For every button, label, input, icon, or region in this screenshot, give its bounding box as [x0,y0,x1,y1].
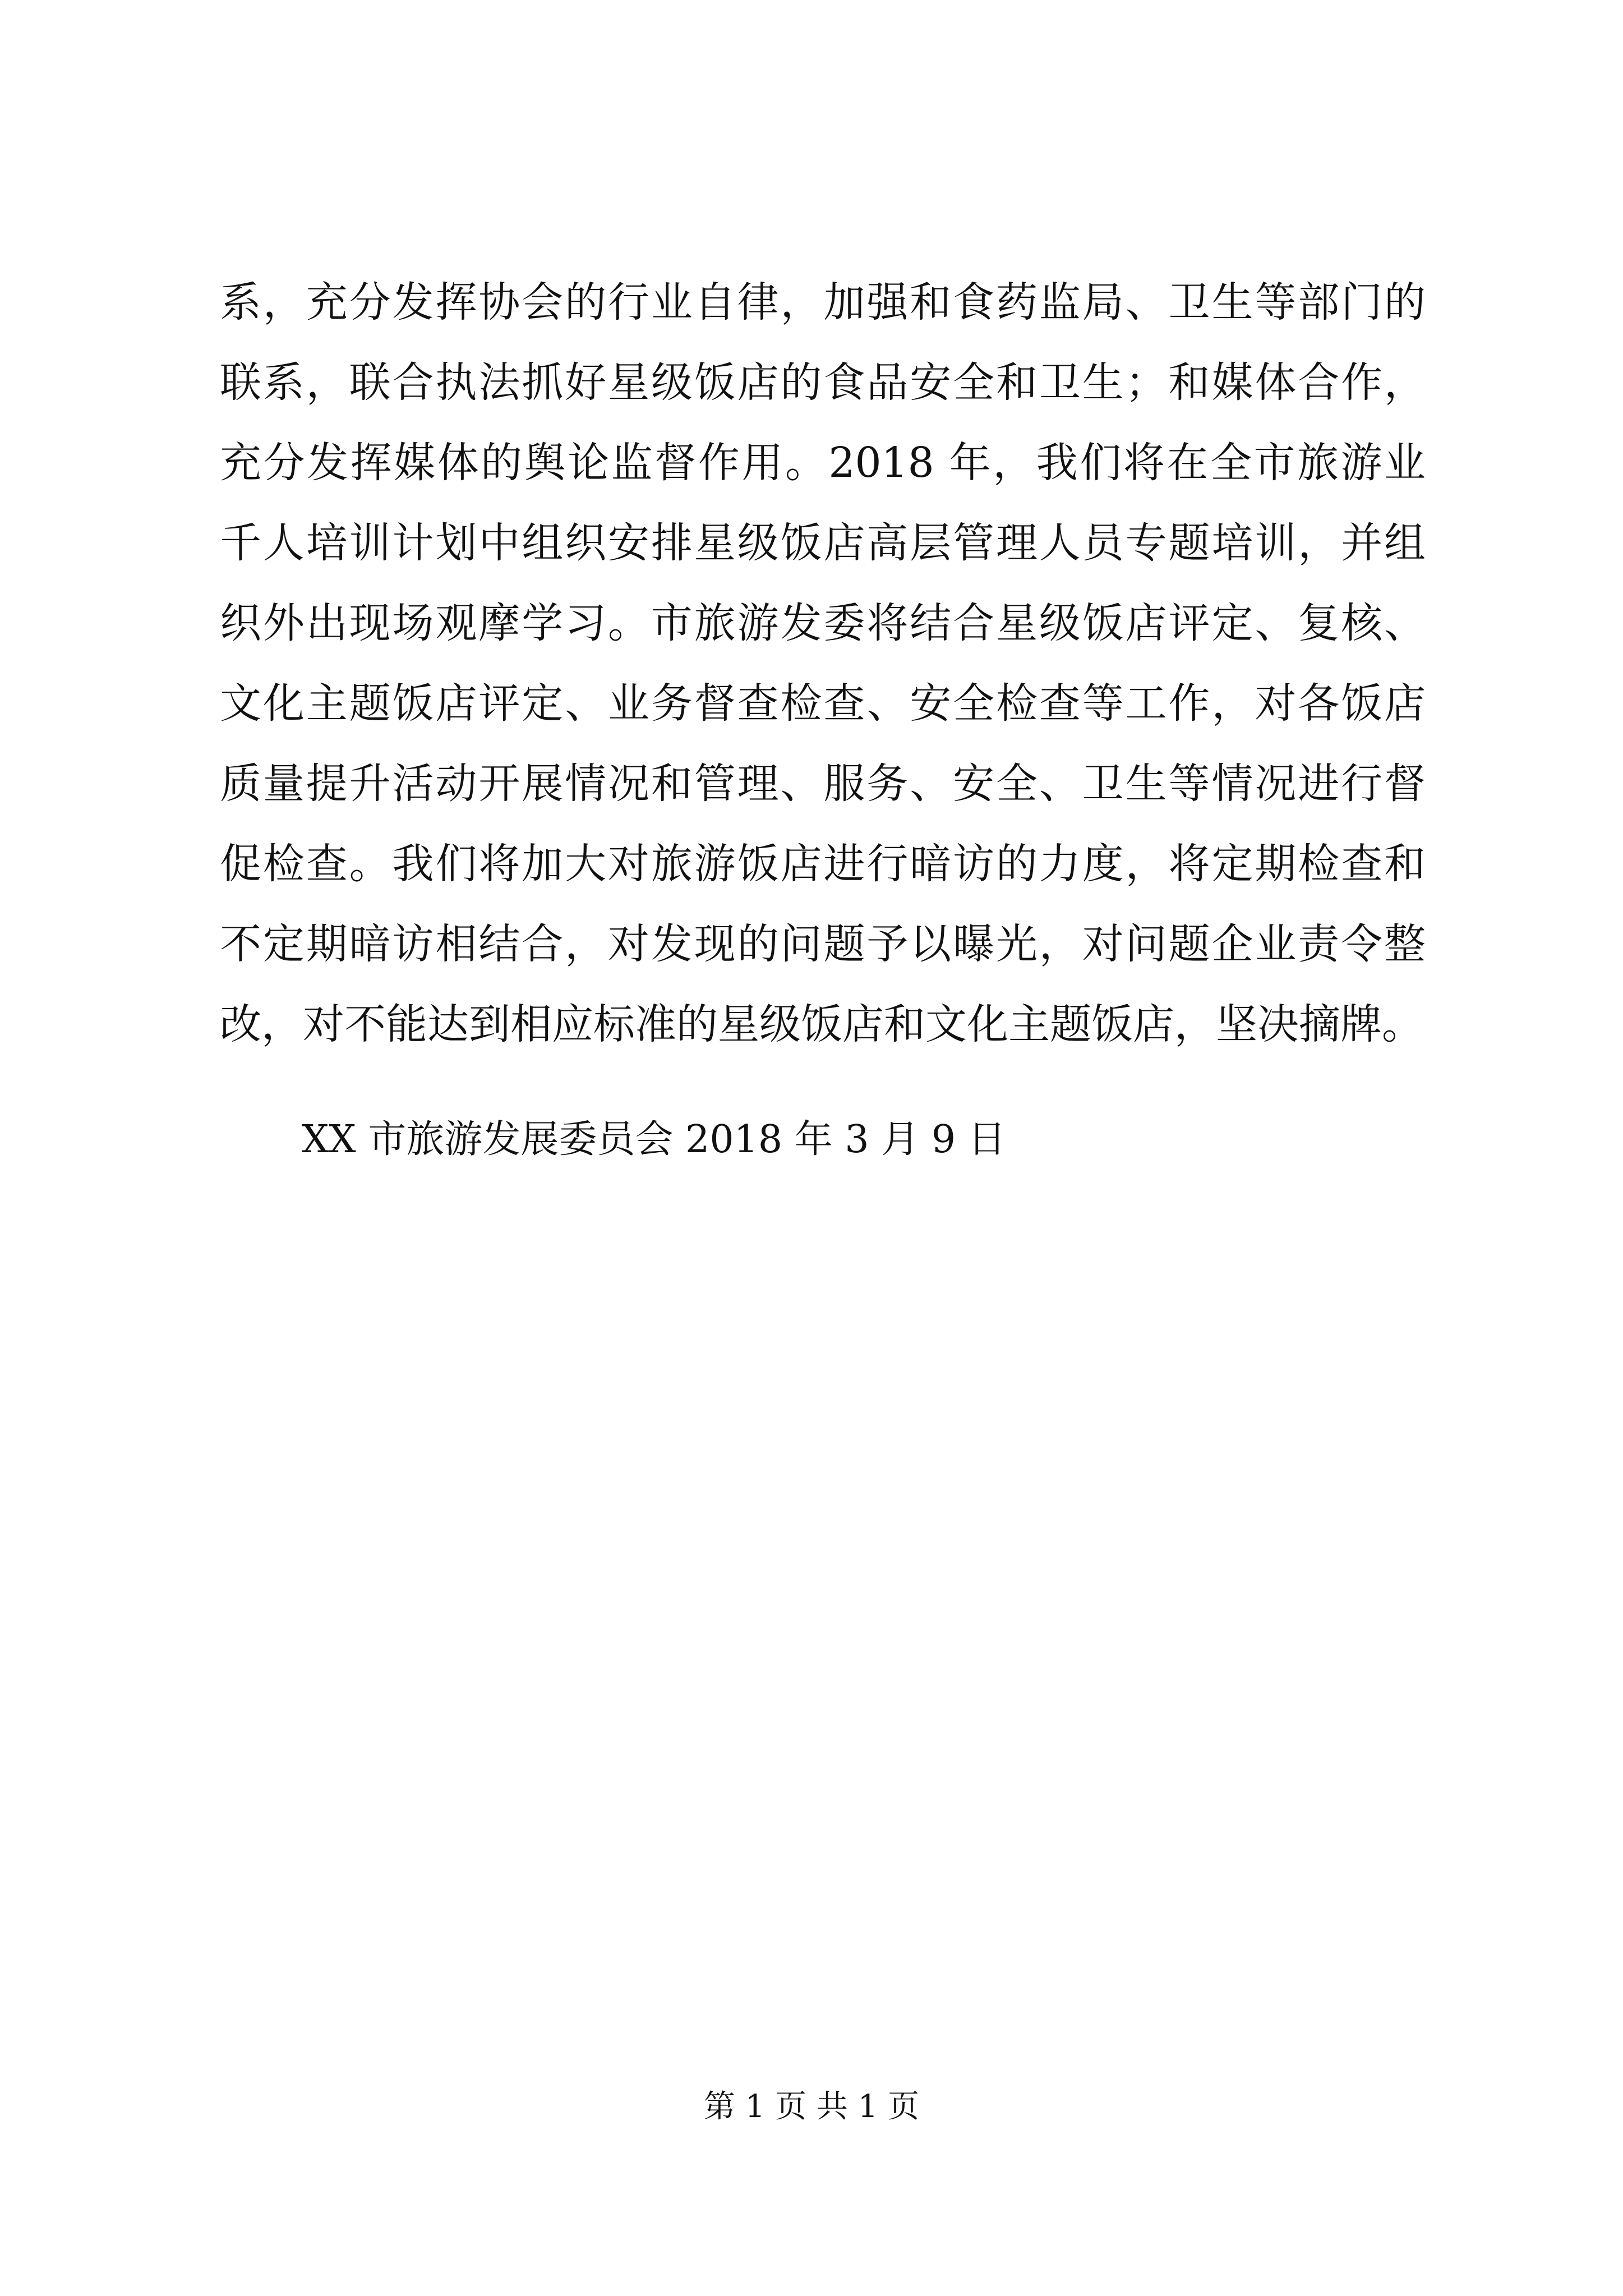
paragraph-line: 千人培训计划中组织安排星级饭店高层管理人员专题培训，并组 [220,519,1426,567]
paragraph-line: 改，对不能达到相应标准的星级饭店和文化主题饭店，坚决摘牌。 [220,1000,1423,1048]
paragraph-line: 质量提升活动开展情况和管理、服务、安全、卫生等情况进行督 [220,760,1426,808]
paragraph-line: 促检查。我们将加大对旅游饭店进行暗访的力度，将定期检查和 [220,840,1426,888]
paragraph-line: 织外出现场观摩学习。市旅游发委将结合星级饭店评定、复核、 [220,599,1426,647]
paragraph-line: 不定期暗访相结合，对发现的问题予以曝光，对问题企业责令整 [220,920,1426,968]
paragraph-line: 系，充分发挥协会的行业自律，加强和食药监局、卫生等部门的 [220,278,1426,326]
signature-line: XX 市旅游发展委员会 2018 年 3 月 9 日 [302,1117,1006,1162]
body-paragraph [220,263,1426,1065]
page-footer: 第 1 页 共 1 页 [703,2088,920,2125]
paragraph-line: 充分发挥媒体的舆论监督作用。2018 年，我们将在全市旅游业 [220,439,1426,487]
paragraph-line: 联系，联合执法抓好星级饭店的食品安全和卫生；和媒体合作， [220,358,1426,407]
paragraph-line: 文化主题饭店评定、业务督查检查、安全检查等工作，对各饭店 [220,679,1426,728]
